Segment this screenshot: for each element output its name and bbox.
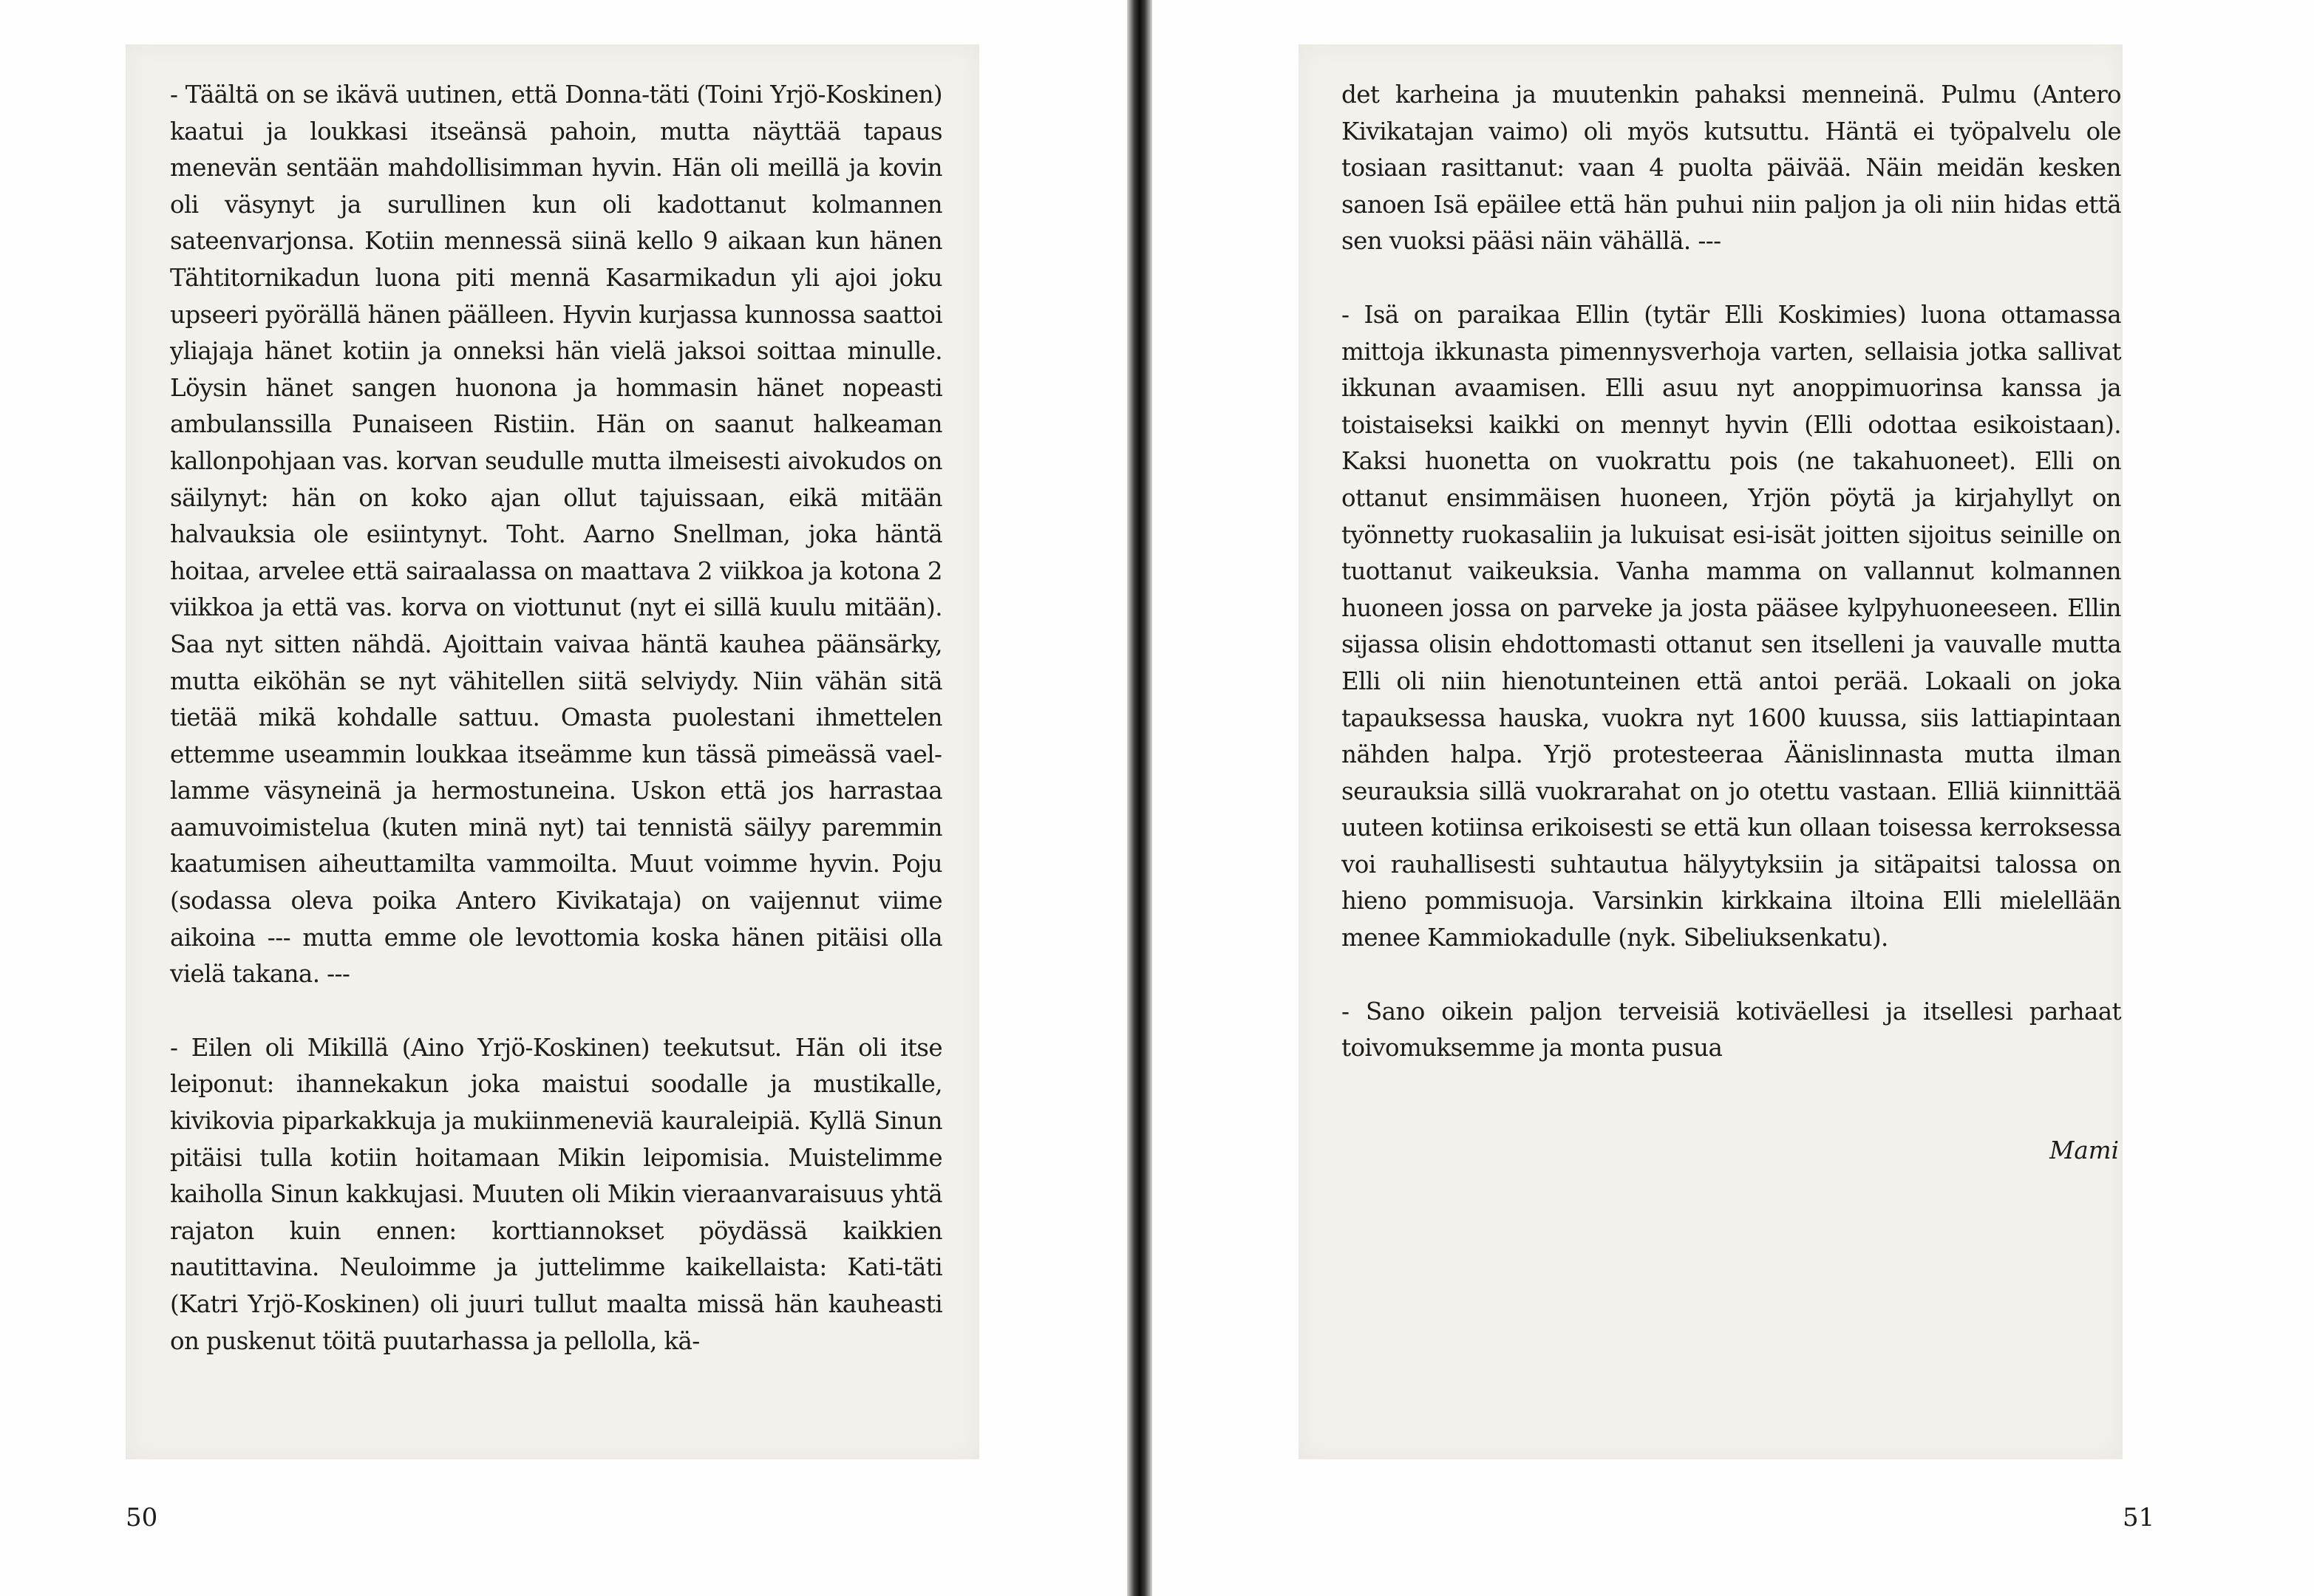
paragraph-donna-accident: - Täältä on se ikävä uutinen, että Donna-täti (Toini Yrjö-Koskinen) kaatui ja loukkasi itseänsä pahoin, mutta näyttää tapaus menevän sentään mahdollisimman hyvin. Hän oli meillä ja kovin oli väsynyt ja surullinen kun oli kadottanut kolmannen sateenvarjonsa. Kotiin mennessä siinä kello 9 aikaan kun hänen Tähtitornikadun luona piti mennä Kasarmikadun yli ajoi joku upseeri pyörällä hänen päälleen. Hyvin kurjassa kunnossa saattoi yliajaja hänet kotiin ja onneksi hän vielä jaksoi soittaa minulle. Löysin hänet sangen huonona ja hommasin hänet nopeasti ambulanssilla Punaiseen Ristiin. Hän on saanut halkeaman kallonpohjaan vas. korvan seudulle mutta ilmeisesti aivokudos on säilynyt: hän on koko ajan ollut tajuissaan, eikä mitään halvauksia ole esiintynyt. Toht. Aarno Snellman, joka häntä hoitaa, arvelee että sairaalassa on maattava 2 viikkoa ja kotona 2 viikkoa ja että vas. korva on viottunut (nyt ei sillä kuulu mitään). Saa nyt sitten nähdä. Ajoittain vaivaa häntä kauhea päänsärky, mutta eiköhän se nyt vähitellen siitä selviydy. Niin vähän sitä tietää mikä kohdalle sattuu. Omasta puolestani ihmettelen ettemme useammin loukkaa itseämme kun tässä pimeässä vaellamme väsyneinä ja hermostuneina. Uskon että jos harrastaa aamuvoimistelua (kuten minä nyt) tai tennistä säilyy paremmin kaatumisen aiheuttamilta vammoilta. Muut voimme hyvin. Poju (sodassa oleva poika Antero Kivikataja) on vaijennut viime aikoina --- mutta emme ole levottomia koska hänen pitäisi olla vielä takana. --- — [170, 81, 942, 989]
left-page-text — [170, 77, 942, 1360]
right-page-text — [1341, 77, 2121, 1067]
paragraph-tea-party: - Eilen oli Mikillä (Aino Yrjö-Koskinen) teekutsut. Hän oli itse leiponut: ihannekakun joka maistui soodalle ja mustikalle, kivikovia piparkakkuja ja mukiinmeneviä kauraleipiä. Kyllä Sinun pitäisi tulla kotiin hoitamaan Mikin leipomisia. Muistelimme kaiholla Sinun kakkujasi. Muuten oli Mikin vieraanvaraisuus yhtä rajaton kuin ennen: korttiannokset pöydässä kaikkien nautittavina. Neuloimme ja juttelimme kaikellaista: Kati-täti (Katri Yrjö-Koskinen) oli juuri tullut maalta missä hän kauheasti on puskenut töitä puutarhassa ja pellolla, kä- — [170, 1033, 942, 1355]
paragraph-greetings: - Sano oikein paljon terveisiä kotiväellesi ja itsellesi parhaat toivomuksemme ja monta pusua — [1341, 997, 2121, 1063]
signature: Mami — [2049, 1136, 2119, 1164]
paragraph-elli-apartment: - Isä on paraikaa Ellin (tytär Elli Koskimies) luona ottamassa mittoja ikkunasta pimennysverhoja varten, sellaisia jotka sallivat ikkunan avaamisen. Elli asuu nyt anoppimuorinsa kanssa ja toistaiseksi kaikki on mennyt hyvin (Elli odottaa esikoistaan). Kaksi huonetta on vuokrattu pois (ne takahuoneet). Elli on ottanut ensimmäisen huoneen, Yrjön pöytä ja kirjahyllyt on työnnetty ruokasaliin ja lukuisat esi-isät joitten sijoitus seinille on tuottanut vaikeuksia. Vanha mamma on vallannut kolmannen huoneen jossa on parveke ja josta pääsee kylpyhuoneeseen. Ellin sijassa olisin ehdottomasti ottanut sen itselleni ja vauvalle mutta Elli oli niin hienotunteinen että antoi perää. Lokaali on joka tapauksessa hauska, vuokra nyt 1600 kuussa, siis lattiapintaan nähden halpa. Yrjö protesteeraa Äänislinnasta mutta ilman seurauksia sillä vuokrarahat on jo otettu vastaan. Elliä kiinnittää uuteen kotiinsa erikoisesti se että kun ollaan toisessa kerroksessa voi rauhallisesti suhtautua hälyytyksiin ja sitäpaitsi talossa on hieno pommisuoja. Varsinkin kirkkaina iltoina Elli mielellään menee Kammiokadulle (nyk. Sibeliuksenkatu). — [1341, 300, 2121, 952]
page-number-right: 51 — [2123, 1503, 2155, 1532]
book-spine — [1127, 0, 1152, 1596]
paragraph-pulmu: det karheina ja muutenkin pahaksi menneinä. Pulmu (Antero Kivikatajan vaimo) oli myös kutsuttu. Häntä ei työpalvelu ole tosiaan rasittanut: vaan 4 puolta päivää. Näin meidän kesken sanoen Isä epäilee että hän puhui niin paljon ja oli niin hidas että sen vuoksi pääsi näin vähällä. --- — [1341, 81, 2121, 256]
page-number-left: 50 — [126, 1503, 158, 1532]
